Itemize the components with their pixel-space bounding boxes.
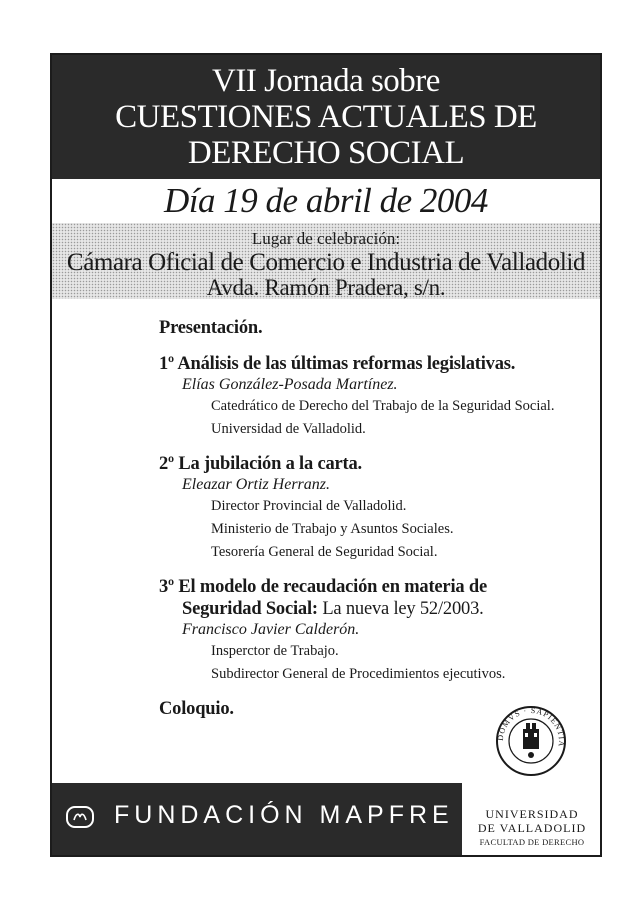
foundation-name: FUNDACIÓN MAPFRE [114, 801, 454, 829]
item-3-role: Subdirector General de Procedimientos ejecutivos. [211, 666, 506, 682]
item-1-speaker: Elías González-Posada Martínez. [182, 376, 398, 393]
title-banner [52, 55, 600, 179]
item-1-title: 1º Análisis de las últimas reformas legislativas. [159, 354, 516, 374]
item-3-speaker: Francisco Javier Calderón. [182, 621, 360, 638]
item-2-title: 2º La jubilación a la carta. [159, 454, 362, 474]
venue-name: Cámara Oficial de Comercio e Industria de Valladolid [66, 249, 586, 276]
mapfre-logo-icon [66, 806, 94, 828]
item-3-subtitle [159, 598, 599, 620]
item-2-role: Director Provincial de Valladolid. [211, 498, 407, 514]
university-name-2: DE VALLADOLID [477, 821, 587, 835]
event-date: Día 19 de abril de 2004 [164, 181, 488, 220]
title-line-3: DERECHO SOCIAL [187, 135, 465, 171]
venue-address: Avda. Ramón Pradera, s/n. [206, 275, 446, 300]
title-line-2: CUESTIONES ACTUALES DE [115, 99, 537, 135]
item-2-role: Tesorería General de Seguridad Social. [211, 544, 438, 560]
closing-heading: Coloquio. [159, 699, 234, 719]
item-1-role: Universidad de Valladolid. [211, 421, 366, 437]
faculty-name: FACULTAD DE DERECHO [479, 837, 585, 847]
venue-box [52, 223, 600, 299]
poster [50, 53, 602, 857]
title-line-1: VII Jornada sobre [212, 63, 440, 99]
item-3-title: 3º El modelo de recaudación en materia de [159, 577, 487, 597]
item-3-subtitle-rest: La nueva ley 52/2003. [317, 599, 484, 619]
foundation-banner [52, 783, 462, 855]
presentation-heading: Presentación. [159, 318, 263, 338]
university-seal-icon [495, 705, 567, 777]
venue-label: Lugar de celebración: [251, 229, 401, 248]
item-1-role: Catedrático de Derecho del Trabajo de la Seguridad Social. [211, 398, 555, 414]
item-3-subtitle-bold: Seguridad Social: [182, 599, 318, 619]
item-2-speaker: Eleazar Ortiz Herranz. [182, 476, 331, 493]
university-name-1: UNIVERSIDAD [485, 807, 579, 821]
seal-text: DOMVS · SAPIENTIA [495, 705, 567, 748]
item-3-role: Insperctor de Trabajo. [211, 643, 339, 659]
item-2-role: Ministerio de Trabajo y Asuntos Sociales. [211, 521, 454, 537]
program [159, 317, 599, 720]
